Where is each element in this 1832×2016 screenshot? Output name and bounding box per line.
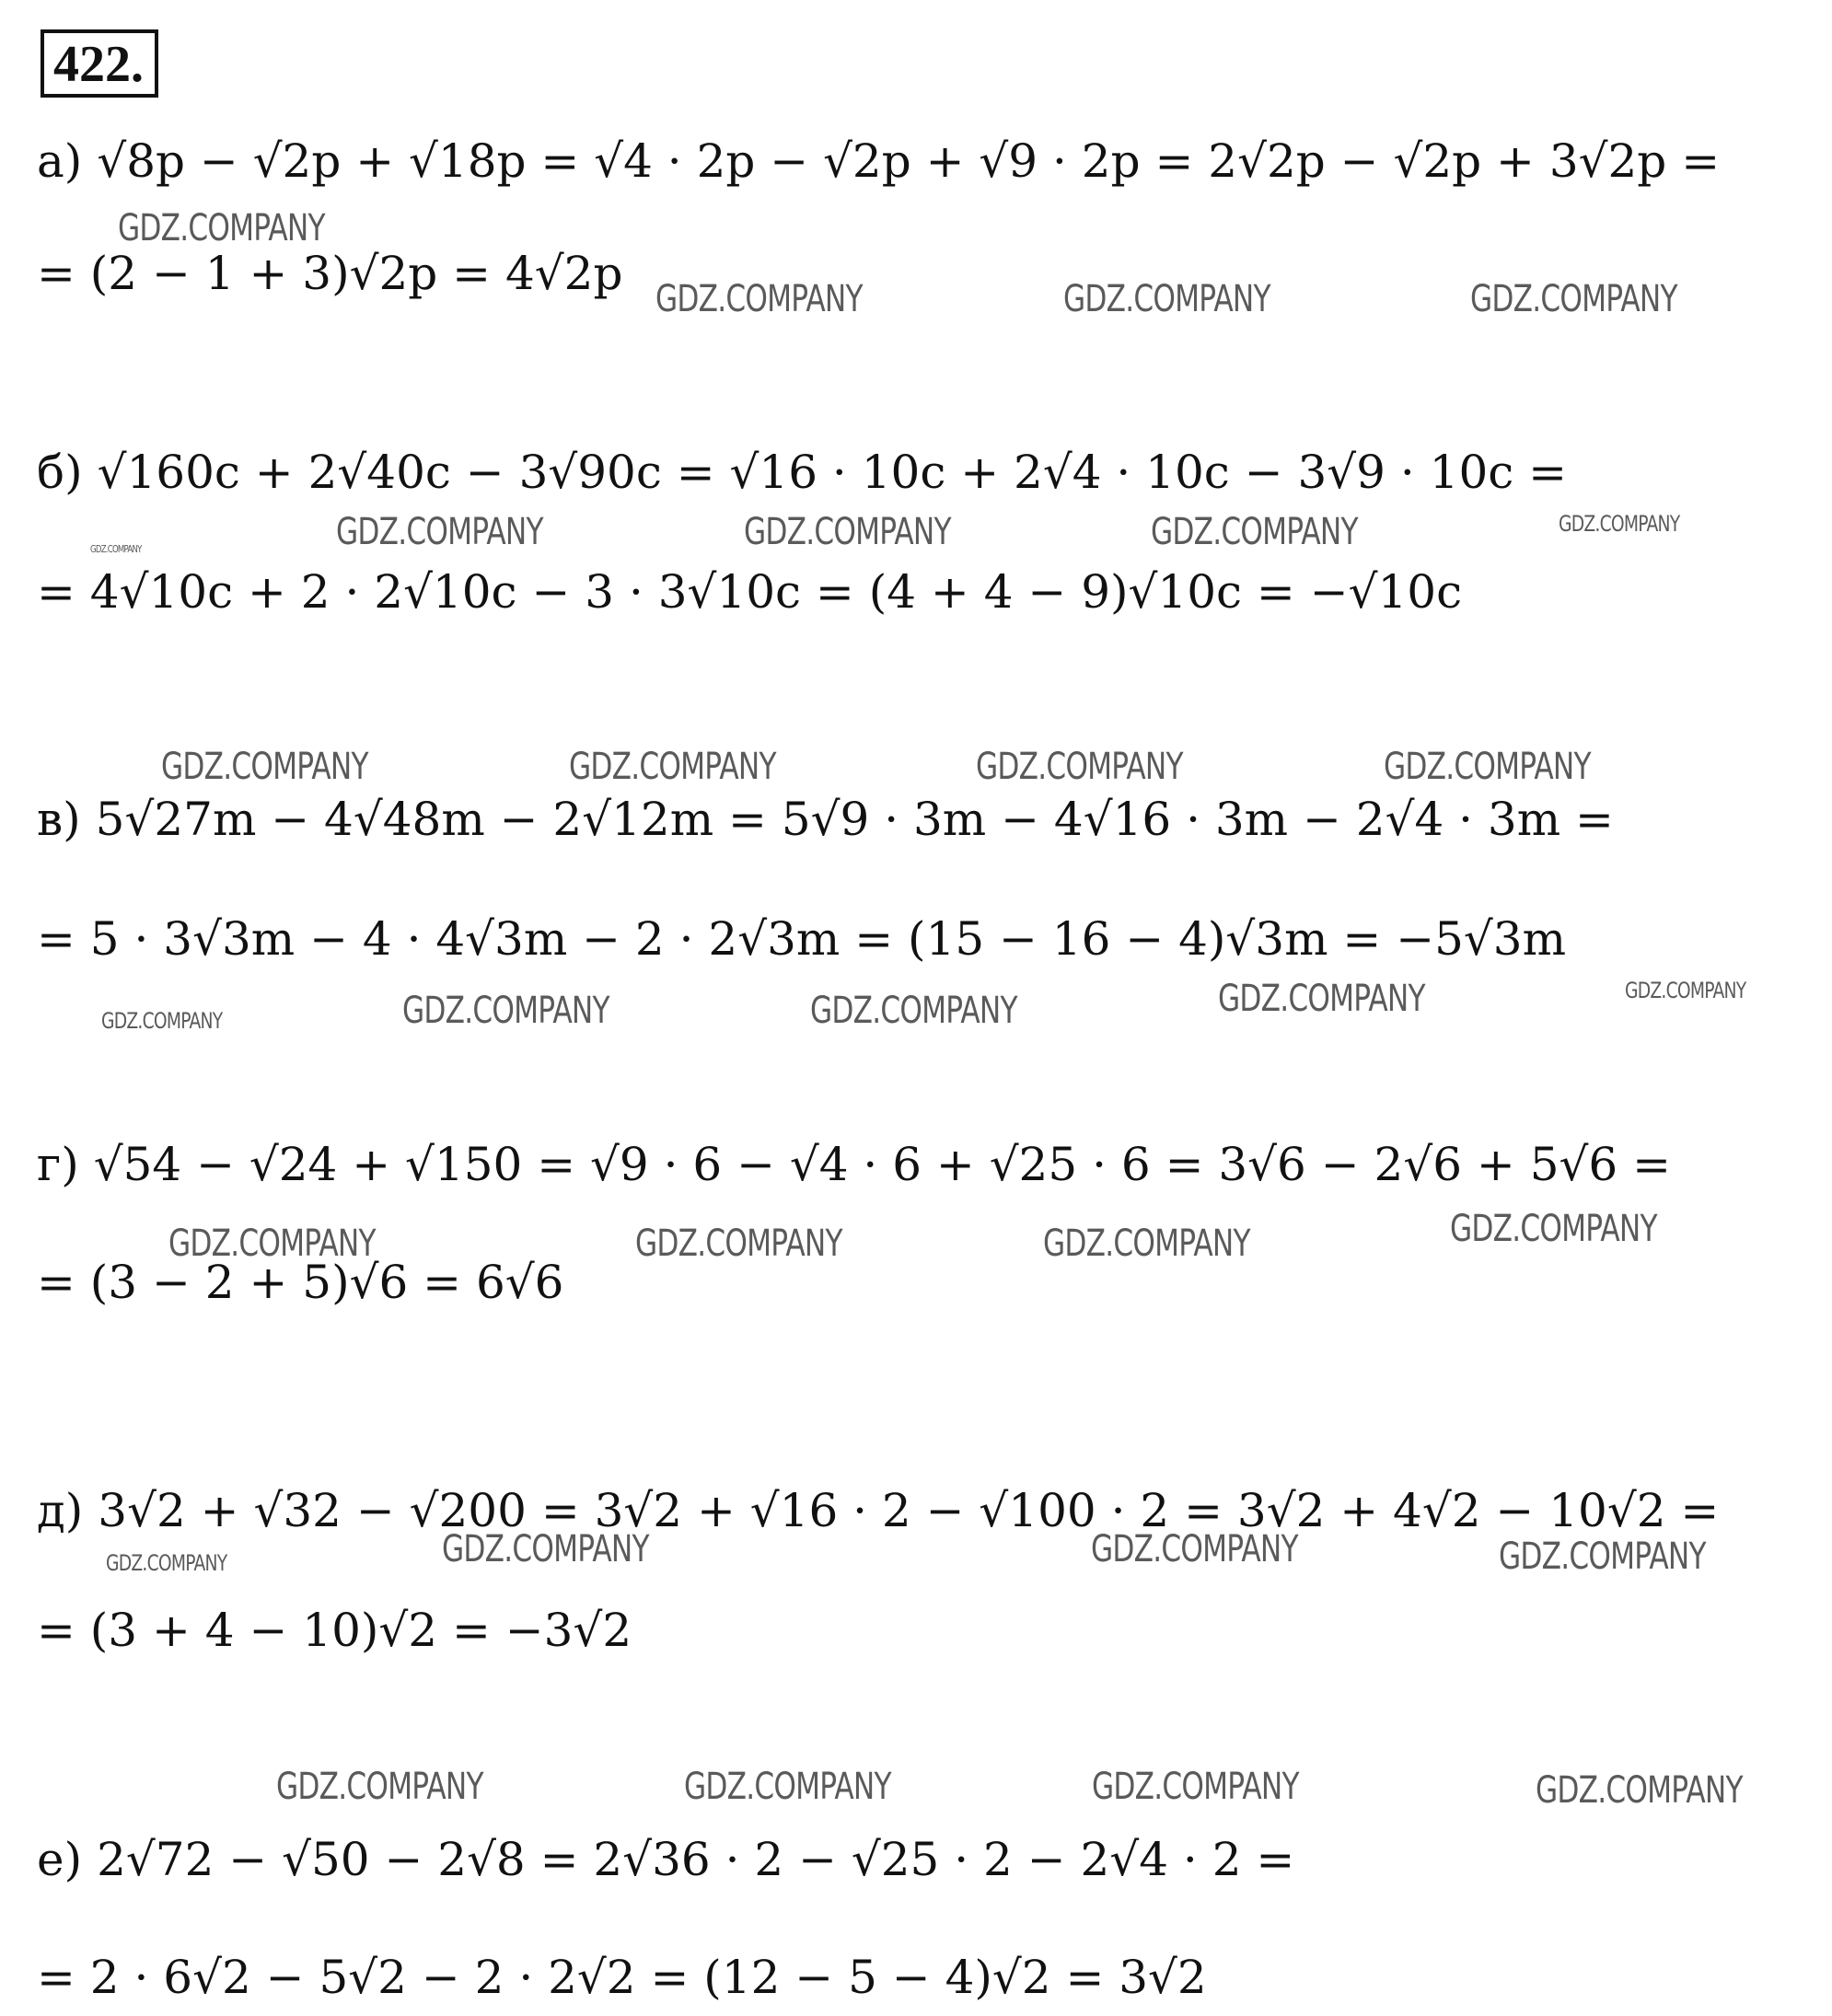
watermark: GDZ.COMPANY: [106, 1550, 227, 1576]
watermark: GDZ.COMPANY: [442, 1528, 649, 1570]
problem-number: 422.: [41, 29, 158, 98]
part-g-line-1: [37, 1132, 1671, 1197]
part-g-equation-1: √54 − √24 + √150 = √9 · 6 − √4 · 6 + √25 · 6 = 3√6 − 2√6 + 5√6 =: [93, 1138, 1671, 1191]
watermark: GDZ.COMPANY: [684, 1766, 891, 1808]
part-b-line-1: [37, 440, 1567, 504]
part-d-line-2: [37, 1598, 632, 1663]
watermark: GDZ.COMPANY: [810, 990, 1017, 1032]
part-g-equation-2: = (3 − 2 + 5)√6 = 6√6: [37, 1256, 564, 1309]
part-v-line-2: [37, 907, 1566, 971]
watermark: GDZ.COMPANY: [1450, 1208, 1657, 1250]
watermark: GDZ.COMPANY: [1092, 1766, 1299, 1808]
watermark: GDZ.COMPANY: [118, 207, 325, 249]
part-e-label: е): [37, 1833, 83, 1886]
watermark: GDZ.COMPANY: [336, 511, 543, 553]
part-b-label: б): [37, 446, 83, 499]
part-a-equation-1: √8p − √2p + √18p = √4 · 2p − √2p + √9 · 2p = 2√2p − √2p + 3√2p =: [97, 134, 1721, 188]
part-a-line-2: [37, 241, 622, 306]
watermark: GDZ.COMPANY: [1536, 1769, 1743, 1812]
watermark: GDZ.COMPANY: [276, 1766, 483, 1808]
part-d-label: д): [37, 1484, 84, 1537]
part-v-line-1: [37, 787, 1614, 852]
watermark: GDZ.COMPANY: [90, 543, 142, 555]
part-d-equation-2: = (3 + 4 − 10)√2 = −3√2: [37, 1604, 632, 1657]
part-b-equation-1: √160c + 2√40c − 3√90c = √16 · 10c + 2√4 · 10c − 3√9 · 10c =: [97, 446, 1568, 499]
part-e-line-2: [37, 1945, 1207, 2010]
watermark: GDZ.COMPANY: [1384, 746, 1591, 788]
watermark: GDZ.COMPANY: [1625, 978, 1746, 1003]
part-d-line-1: [37, 1478, 1719, 1543]
watermark: GDZ.COMPANY: [635, 1222, 842, 1265]
watermark: GDZ.COMPANY: [1559, 511, 1680, 537]
watermark: GDZ.COMPANY: [402, 990, 609, 1032]
watermark: GDZ.COMPANY: [161, 746, 368, 788]
part-e-line-1: [37, 1827, 1294, 1892]
watermark: GDZ.COMPANY: [1043, 1222, 1250, 1265]
part-e-equation-1: 2√72 − √50 − 2√8 = 2√36 · 2 − √25 · 2 − 2√4 · 2 =: [97, 1833, 1295, 1886]
part-v-equation-2: = 5 · 3√3m − 4 · 4√3m − 2 · 2√3m = (15 − 16 − 4)√3m = −5√3m: [37, 912, 1566, 966]
part-g-label: г): [37, 1138, 79, 1191]
part-b-line-2: [37, 560, 1462, 624]
part-a-equation-2: = (2 − 1 + 3)√2p = 4√2p: [37, 247, 623, 300]
watermark: GDZ.COMPANY: [1091, 1528, 1298, 1570]
watermark: GDZ.COMPANY: [1470, 278, 1677, 320]
watermark: GDZ.COMPANY: [744, 511, 951, 553]
part-v-label: в): [37, 793, 81, 846]
part-d-equation-1: 3√2 + √32 − √200 = 3√2 + √16 · 2 − √100 · 2 = 3√2 + 4√2 − 10√2 =: [98, 1484, 1720, 1537]
watermark: GDZ.COMPANY: [1151, 511, 1358, 553]
watermark: GDZ.COMPANY: [168, 1222, 376, 1265]
watermark: GDZ.COMPANY: [976, 746, 1183, 788]
part-a-line-1: [37, 129, 1720, 193]
part-a-label: а): [37, 134, 83, 188]
watermark: GDZ.COMPANY: [1063, 278, 1270, 320]
watermark: GDZ.COMPANY: [569, 746, 776, 788]
watermark: GDZ.COMPANY: [655, 278, 863, 320]
part-b-equation-2: = 4√10c + 2 · 2√10c − 3 · 3√10c = (4 + 4 − 9)√10c = −√10c: [37, 565, 1463, 619]
part-e-equation-2: = 2 · 6√2 − 5√2 − 2 · 2√2 = (12 − 5 − 4)√2 = 3√2: [37, 1951, 1207, 2004]
part-v-equation-1: 5√27m − 4√48m − 2√12m = 5√9 · 3m − 4√16 · 3m − 2√4 · 3m =: [95, 793, 1614, 846]
watermark: GDZ.COMPANY: [1499, 1535, 1706, 1578]
watermark: GDZ.COMPANY: [1218, 978, 1425, 1020]
watermark: GDZ.COMPANY: [101, 1008, 223, 1034]
